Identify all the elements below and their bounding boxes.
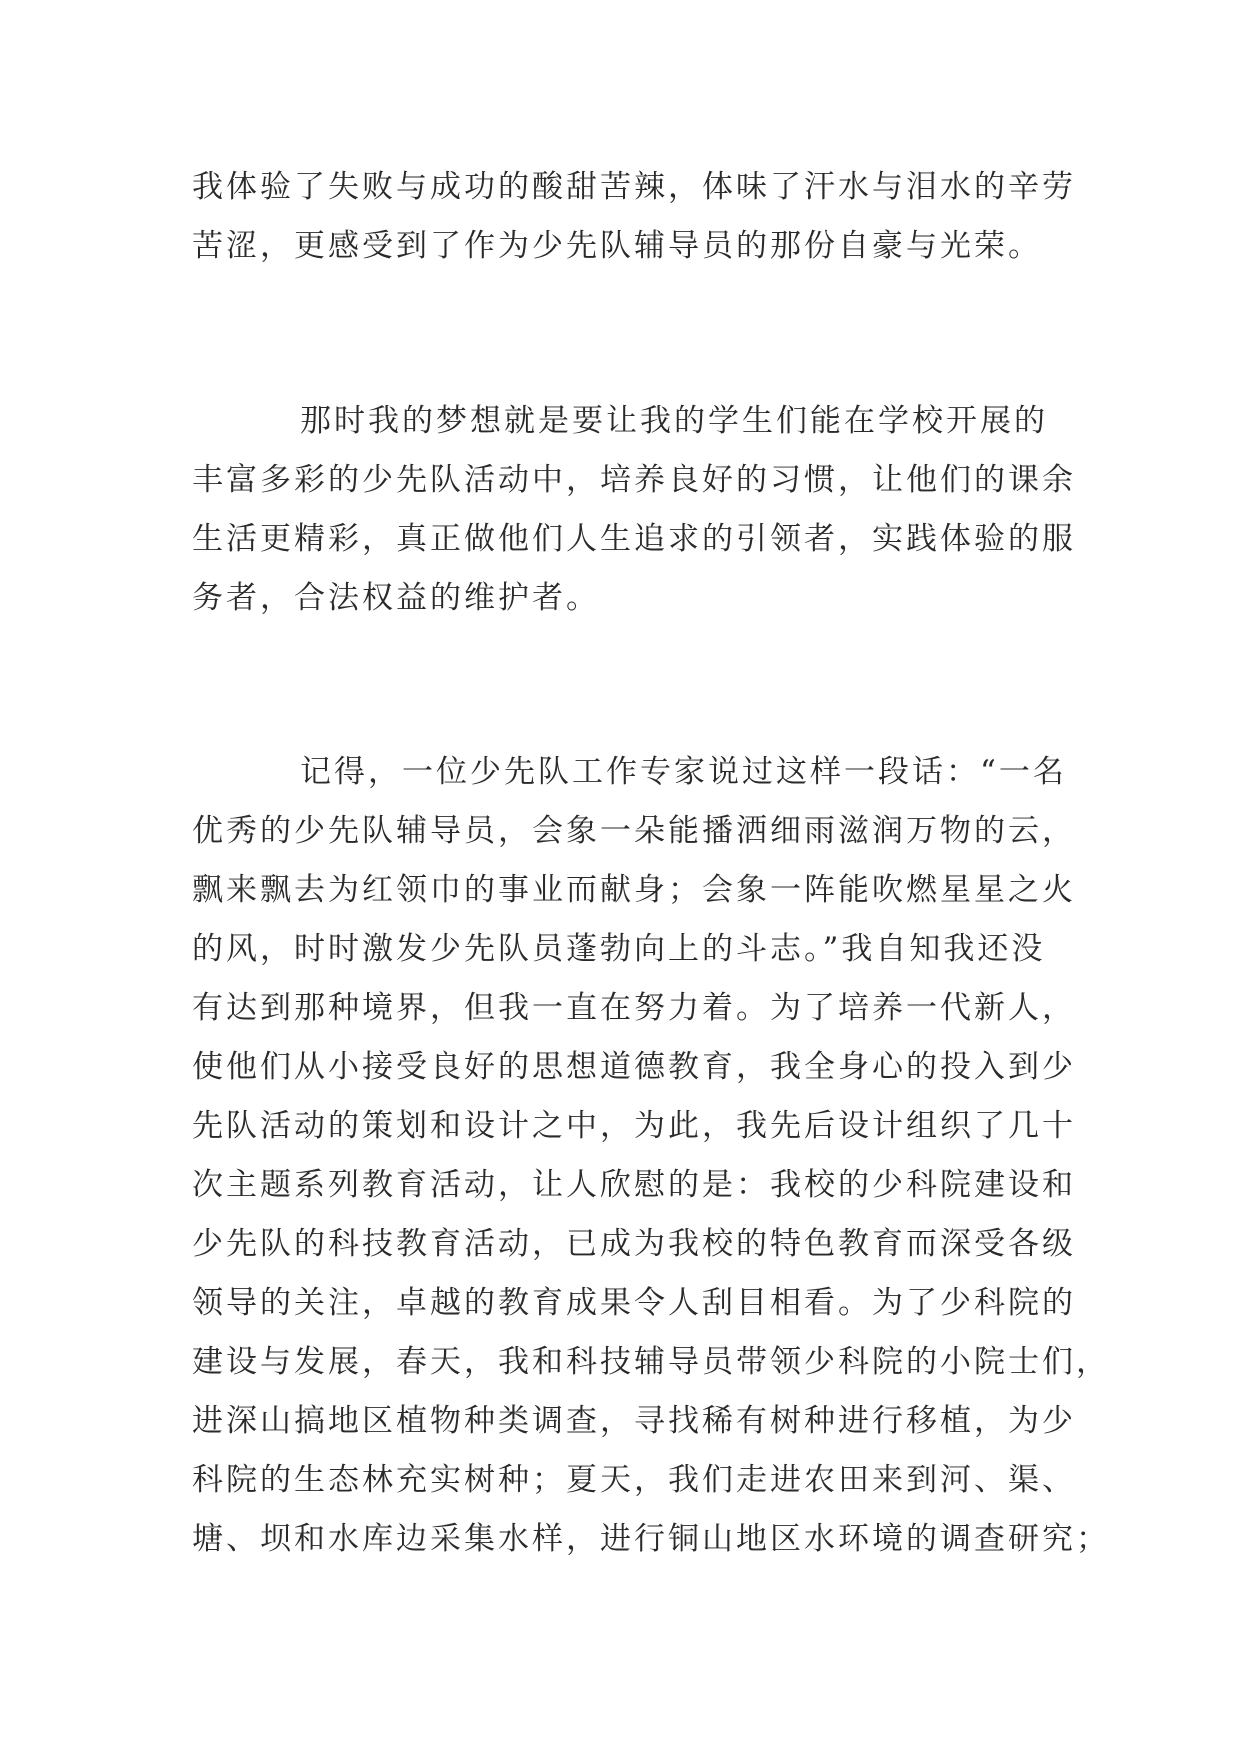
text-line: 次主题系列教育活动，让人欣慰的是：我校的少科院建设和 [192,1167,1076,1203]
text-line: 建设与发展，春天，我和科技辅导员带领少科院的小院士们， [192,1344,1110,1380]
text-line: 丰富多彩的少先队活动中，培养良好的习惯，让他们的课余 [192,462,1076,498]
text-line: 我体验了失败与成功的酸甜苦辣，体味了汗水与泪水的辛劳 [192,169,1076,205]
text-line: 塘、坝和水库边采集水样，进行铜山地区水环境的调查研究； [192,1521,1110,1557]
text-line: 科院的生态林充实树种；夏天，我们走进农田来到河、渠、 [192,1462,1076,1498]
text-line: 少先队的科技教育活动，已成为我校的特色教育而深受各级 [192,1226,1076,1262]
paragraph-2 [192,392,1076,628]
text-line: 有达到那种境界，但我一直在努力着。为了培养一代新人， [192,990,1076,1026]
text-line: 务者，合法权益的维护者。 [192,580,600,616]
text-line: 那时我的梦想就是要让我的学生们能在学校开展的 [300,403,1048,439]
paragraph-3 [192,743,1110,1569]
text-line: 优秀的少先队辅导员，会象一朵能播洒细雨滋润万物的云， [192,813,1076,849]
text-line: 飘来飘去为红领巾的事业而献身；会象一阵能吹燃星星之火 [192,872,1076,908]
text-line: 的风，时时激发少先队员蓬勃向上的斗志。”我自知我还没 [192,931,1046,967]
text-line: 进深山搞地区植物种类调查，寻找稀有树种进行移植，为少 [192,1403,1076,1439]
text-line: 记得，一位少先队工作专家说过这样一段话：“一名 [300,754,1067,790]
text-line: 先队活动的策划和设计之中，为此，我先后设计组织了几十 [192,1108,1076,1144]
paragraph-1 [192,158,1076,276]
text-line: 苦涩，更感受到了作为少先队辅导员的那份自豪与光荣。 [192,228,1042,264]
text-line: 使他们从小接受良好的思想道德教育，我全身心的投入到少 [192,1049,1076,1085]
text-line: 生活更精彩，真正做他们人生追求的引领者，实践体验的服 [192,521,1076,557]
text-line: 领导的关注，卓越的教育成果令人刮目相看。为了少科院的 [192,1285,1076,1321]
